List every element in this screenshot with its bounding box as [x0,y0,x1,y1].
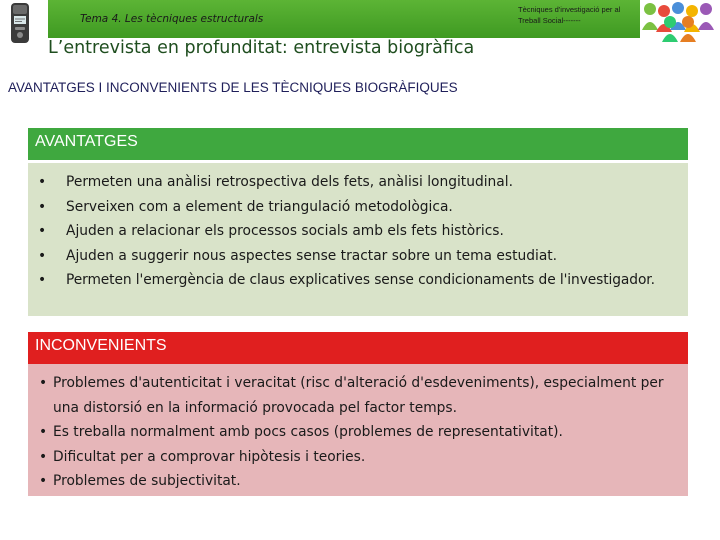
list-item-text: Problemes d'autenticitat i veracitat (risc d'alteració d'esdeveniments), especialment per una distorsió en la informació provocada pel factor temps. [53,375,664,416]
disadvantages-list [36,371,674,494]
list-item: • Problemes d'autenticitat i veracitat (risc d'alteració d'esdeveniments), especialment per una distorsió en la informació provocada pel factor temps. [39,375,664,416]
list-item-text: Es treballa normalment amb pocs casos (problemes de representativitat). [53,424,563,440]
disadvantages-box [28,364,688,496]
list-item: • Serveixen com a element de triangulació metodològica. [36,195,674,220]
list-item: • Ajuden a suggerir nous aspectes sense tractar sobre un tema estudiat. [36,244,674,269]
list-item: • Permeten una anàlisi retrospectiva dels fets, anàlisi longitudinal. [36,170,674,195]
voice-recorder-icon [6,2,34,44]
section-heading: AVANTATGES I INCONVENIENTS DE LES TÈCNIQUES BIOGRÀFIQUES [8,80,458,95]
disadvantages-header: INCONVENIENTS [28,332,688,364]
subject-label: Tema 4. Les tècniques estructurals [80,13,264,25]
list-item: • Permeten l'emergència de claus explicatives sense condicionaments de l'investigador. [36,268,674,293]
list-item: • Problemes de subjectivitat. [39,473,241,489]
list-item: • Es treballa normalment amb pocs casos (problemes de representativitat). [39,424,563,440]
advantages-list [36,170,674,293]
people-group-icon [640,0,720,42]
list-item: • Dificultat per a comprovar hipòtesis i teories. [39,448,366,465]
advantages-box [28,163,688,316]
advantages-header: AVANTATGES [28,128,688,160]
page-title: L’entrevista en profunditat: entrevista biogràfica [48,38,475,58]
list-item-text: Problemes de subjectivitat. [53,473,241,489]
list-item-text: Dificultat per a comprovar hipòtesis i teories. [53,448,366,465]
list-item: • Ajuden a relacionar els processos socials amb els fets històrics. [36,219,674,244]
course-label: Tècniques d'investigació per al Treball Social------- [518,5,621,25]
header-bar [0,0,720,40]
